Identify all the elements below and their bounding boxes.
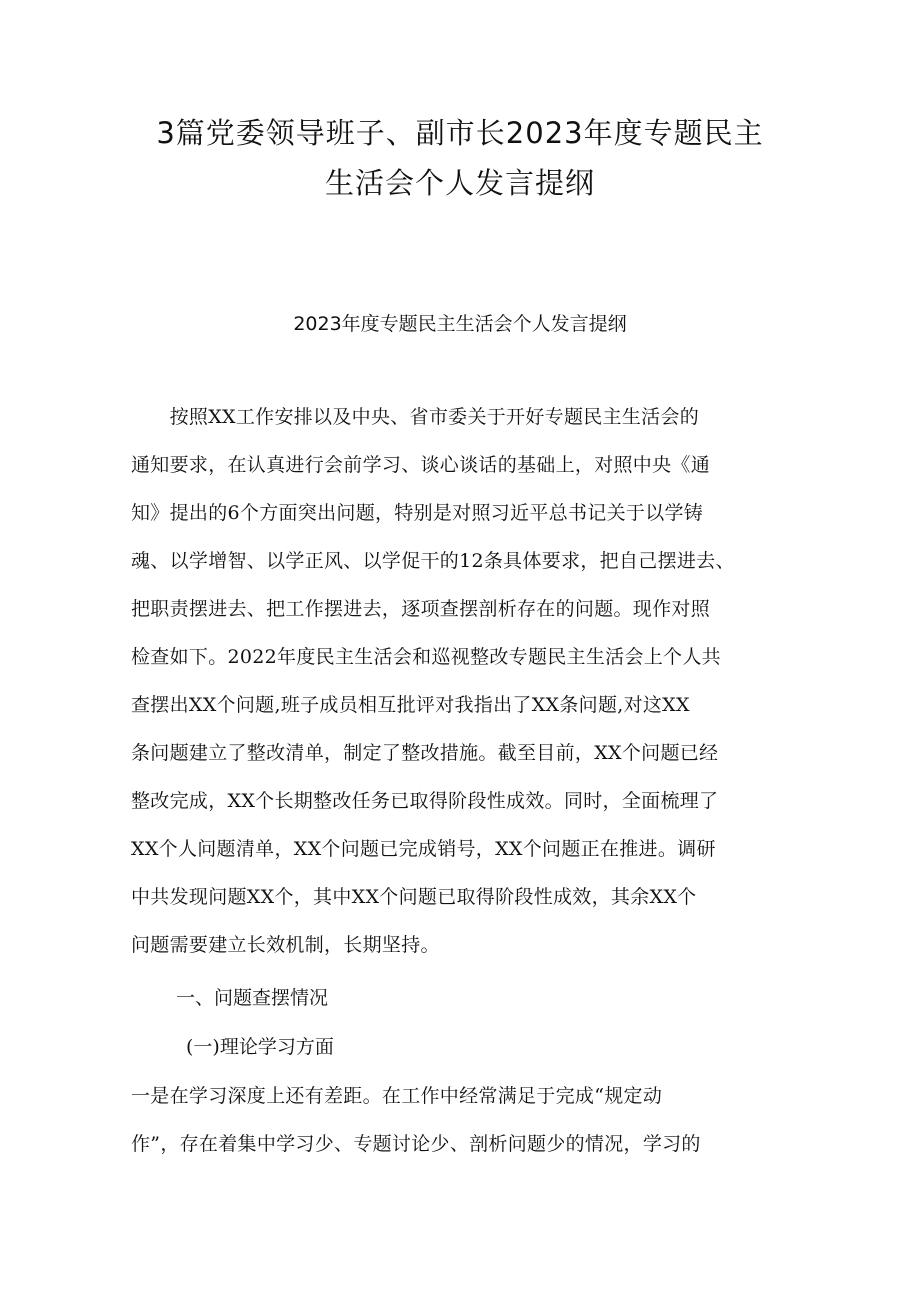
paragraph-line: 查摆出XX个问题,班子成员相互批评对我指出了XX条问题,对这XX [131,694,690,716]
subsection-heading: (一)理论学习方面 [186,1036,334,1058]
paragraph-line: 魂、以学增智、以学正风、以学促干的12条具体要求，把自己摆进去、 [131,550,735,572]
paragraph-line: 按照XX工作安排以及中央、省市委关于开好专题民主生活会的 [131,406,700,428]
title-line: 3篇党委领导班子、副市长2023年度专题民主 [156,116,764,150]
paragraph-line: 问题需要建立长效机制，长期坚持。 [131,934,440,956]
paragraph-line: 整改完成，XX个长期整改任务已取得阶段性成效。同时，全面梳理了 [131,790,719,812]
paragraph-line: 检查如下。2022年度民主生活会和巡视整改专题民主生活会上个人共 [131,646,721,668]
paragraph-line: 通知要求，在认真进行会前学习、谈心谈话的基础上，对照中央《通 [131,454,711,476]
paragraph-line: 作”，存在着集中学习少、专题讨论少、剖析问题少的情况，学习的 [131,1133,701,1155]
paragraph-line: XX个人问题清单，XX个问题已完成销号，XX个问题正在推进。调研 [131,838,716,860]
section-heading: 一、问题查摆情况 [176,987,329,1009]
paragraph-line: 知》提出的6个方面突出问题，特别是对照习近平总书记关于以学铸 [131,502,704,524]
body-paragraph [131,1072,791,1168]
document-title [120,108,800,208]
document-subtitle: 2023年度专题民主生活会个人发言提纲 [293,313,627,335]
paragraph-line: 一是在学习深度上还有差距。在工作中经常满足于完成“规定动 [131,1085,663,1107]
intro-paragraph [131,393,791,969]
paragraph-line: 中共发现问题XX个，其中XX个问题已取得阶段性成效，其余XX个 [131,886,697,908]
paragraph-line: 把职责摆进去、把工作摆进去，逐项查摆剖析存在的问题。现作对照 [131,598,711,620]
paragraph-line: 条问题建立了整改清单，制定了整改措施。截至目前，XX个问题已经 [131,742,719,764]
title-line: 生活会个人发言提纲 [324,166,595,200]
